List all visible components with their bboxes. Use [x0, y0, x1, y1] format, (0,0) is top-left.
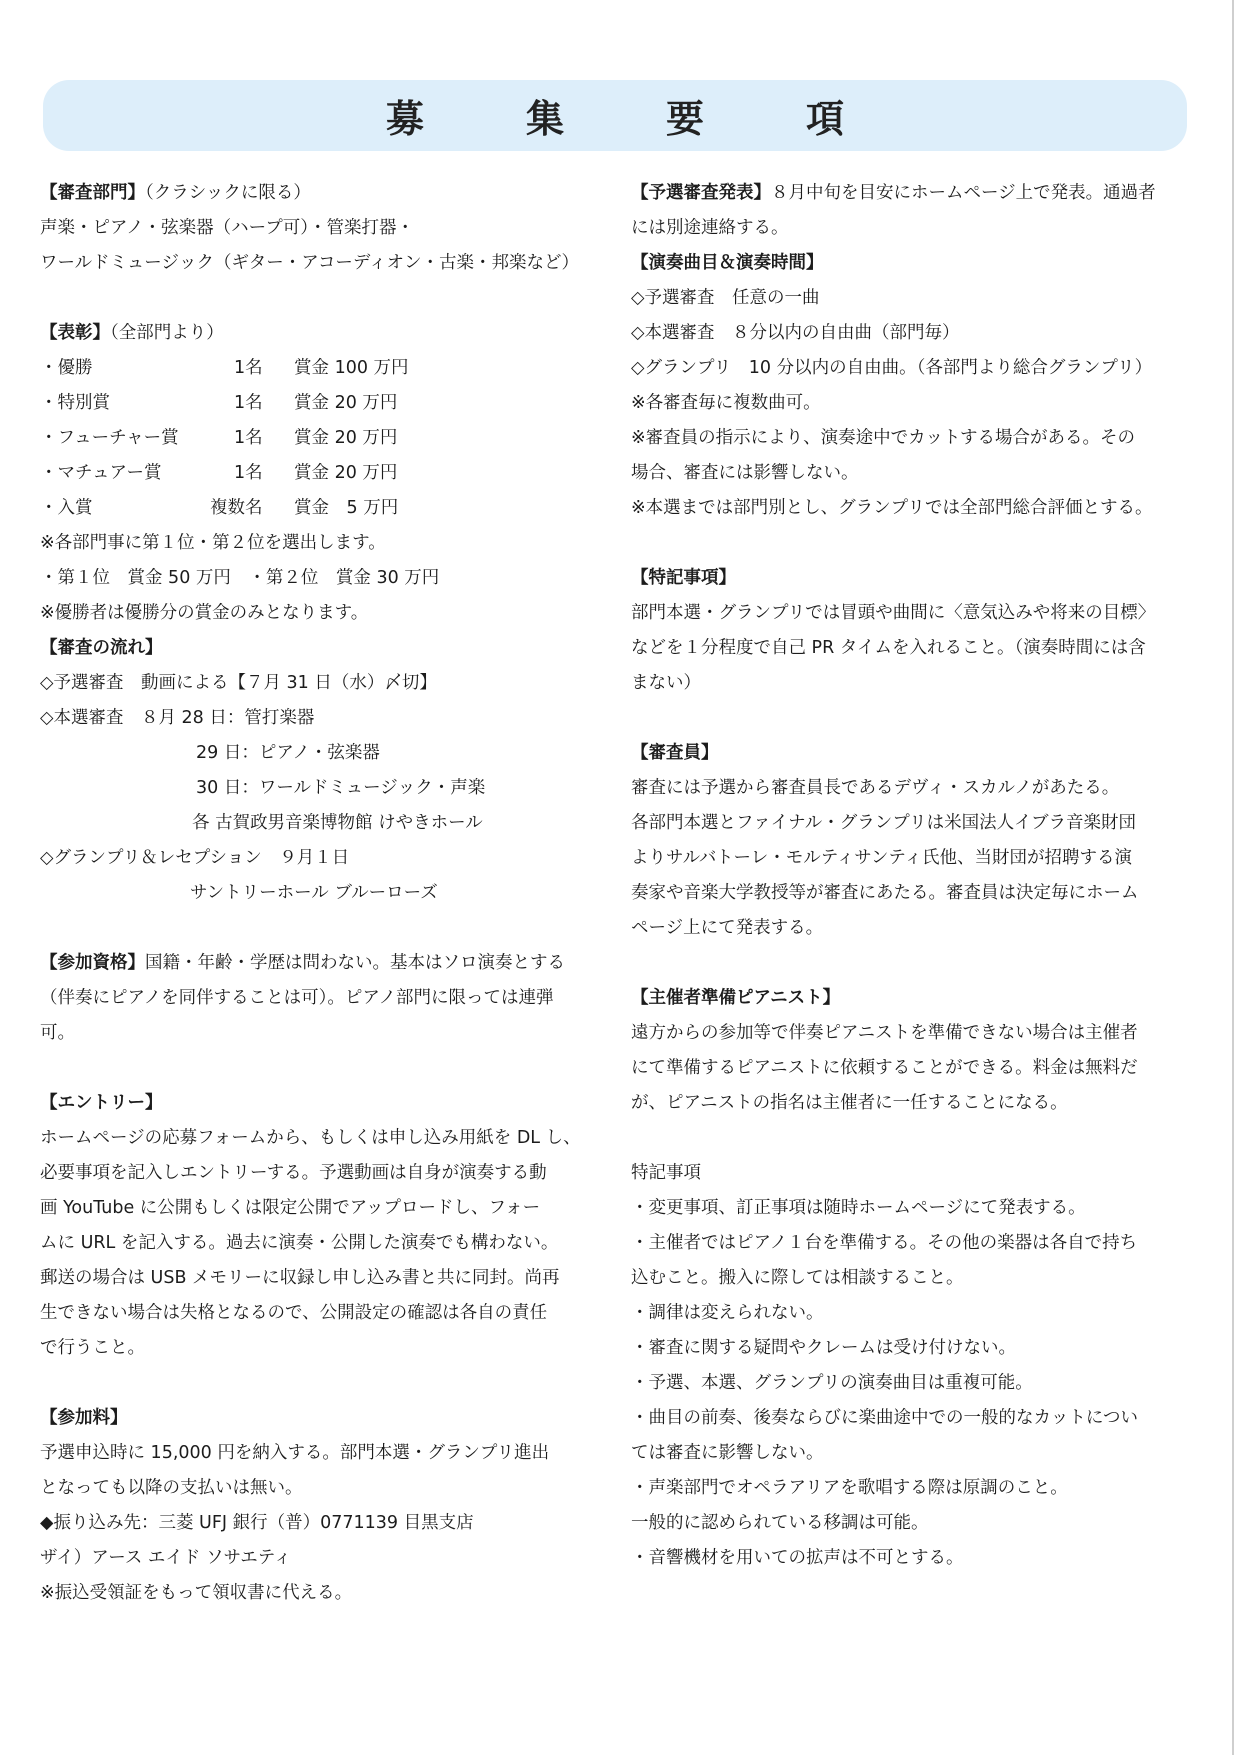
award-heading: 【表彰】（全部門より） [40, 323, 224, 343]
eligibility-heading: 【参加資格】 [40, 953, 145, 973]
notes-line: 込むこと。搬入に際しては相談すること。 [631, 1268, 964, 1288]
prize-row: ・優勝 1名 賞金 100 万円 [40, 358, 409, 378]
title-banner [43, 80, 1187, 151]
prize-row: ・フューチャー賞 1名 賞金 20 万円 [40, 428, 398, 448]
notes-line: ・主催者ではピアノ１台を準備する。その他の楽器は各自で持ち [631, 1233, 1138, 1253]
flow-main-day1: ◇本選審査 ８月 28 日：管打楽器 [40, 708, 315, 728]
page-title: 募 集 要 項 [385, 97, 876, 141]
fee-heading: 【参加料】 [40, 1408, 128, 1428]
entry-line: 郵送の場合は USB メモリーに収録し申し込み書と共に同封。尚再 [40, 1268, 560, 1288]
fee-line: となっても以降の支払いは無い。 [40, 1478, 303, 1498]
right-column [631, 176, 1191, 1576]
announce-line: 【予選審査発表】８月中旬を目安にホームページ上で発表。通過者 [631, 183, 1156, 203]
award-line: ※各部門事に第１位・第２位を選出します。 [40, 533, 386, 553]
flow-main-day3: 30 日：ワールドミュージック・声楽 [196, 778, 486, 798]
pieces-line: ※本選までは部門別とし、グランプリでは全部門総合評価とする。 [631, 498, 1153, 518]
entry-line: ホームページの応募フォームから、もしくは申し込み用紙を DL し、 [40, 1128, 581, 1148]
entry-line: 画 YouTube に公開もしくは限定公開でアップロードし、フォー [40, 1198, 541, 1218]
special-line: などを１分程度で自己 PR タイムを入れること。（演奏時間には含 [631, 638, 1146, 658]
pieces-heading: 【演奏曲目＆演奏時間】 [631, 253, 824, 273]
prize-row: ・特別賞 1名 賞金 20 万円 [40, 393, 398, 413]
entry-line: 必要事項を記入しエントリーする。予選動画は自身が演奏する動 [40, 1163, 547, 1183]
pianist-line: 遠方からの参加等で伴奏ピアニストを準備できない場合は主催者 [631, 1023, 1138, 1043]
page-edge-line [1232, 0, 1234, 1755]
notes-line: ては審査に影響しない。 [631, 1443, 824, 1463]
judges-line: 各部門本選とファイナル・グランプリは米国法人イブラ音楽財団 [631, 813, 1137, 833]
fee-account-name: ザイ）アース エイド ソサエティ [40, 1548, 292, 1568]
pieces-line: ※審査員の指示により、演奏途中でカットする場合がある。その [631, 428, 1135, 448]
special-heading: 【特記事項】 [631, 568, 736, 588]
notes-line: ・音響機材を用いての拡声は不可とする。 [631, 1548, 964, 1568]
division-line: ワールドミュージック（ギター・アコーディオン・古楽・邦楽など） [40, 253, 579, 273]
special-line: まない） [631, 673, 701, 693]
eligibility-line: 【参加資格】国籍・年齢・学歴は問わない。基本はソロ演奏とする [40, 953, 565, 973]
fee-line: ※振込受領証をもって領収書に代える。 [40, 1583, 353, 1603]
prize-row: ・入賞 複数名 賞金 5 万円 [40, 498, 399, 518]
notes-line: ・審査に関する疑問やクレームは受け付けない。 [631, 1338, 1016, 1358]
pieces-line: ◇グランプリ 10 分以内の自由曲。（各部門より総合グランプリ） [631, 358, 1153, 378]
notes-line: 一般的に認められている移調は可能。 [631, 1513, 929, 1533]
pianist-heading: 【主催者準備ピアニスト】 [631, 988, 841, 1008]
entry-line: で行うこと。 [40, 1338, 145, 1358]
judges-line: よりサルバトーレ・モルティサンティ氏他、当財団が招聘する演 [631, 848, 1133, 868]
flow-grandprix: ◇グランプリ＆レセプション ９月１日 [40, 848, 350, 868]
award-line: ※優勝者は優勝分の賞金のみとなります。 [40, 603, 369, 623]
notes-line: ・声楽部門でオペラアリアを歌唱する際は原調のこと。 [631, 1478, 1068, 1498]
pieces-line: 場合、審査には影響しない。 [631, 463, 859, 483]
prize-row: ・マチュアー賞 1名 賞金 20 万円 [40, 463, 398, 483]
pieces-line: ※各審査毎に複数曲可。 [631, 393, 821, 413]
eligibility-line: （伴奏にピアノを同伴することは可）。ピアノ部門に限っては連弾 [40, 988, 554, 1008]
judges-line: 奏家や音楽大学教授等が審査にあたる。審査員は決定毎にホーム [631, 883, 1139, 903]
special-line: 部門本選・グランプリでは冒頭や曲間に〈意気込みや将来の目標〉 [631, 603, 1156, 623]
flow-main-day2: 29 日：ピアノ・弦楽器 [196, 743, 380, 763]
announce-heading: 【予選審査発表】 [631, 183, 771, 203]
eligibility-line: 可。 [40, 1023, 75, 1043]
flow-grandprix-venue: サントリーホール ブルーローズ [190, 883, 438, 903]
pianist-line: が、ピアニストの指名は主催者に一任することになる。 [631, 1093, 1068, 1113]
judges-line: 審査には予選から審査員長であるデヴィ・スカルノがあたる。 [631, 778, 1120, 798]
announce-line: には別途連絡する。 [631, 218, 789, 238]
notes-heading: 特記事項 [631, 1163, 701, 1183]
fee-bank: ◆振り込み先：三菱 UFJ 銀行（普）0771139 目黒支店 [40, 1513, 474, 1533]
pieces-line: ◇予選審査 任意の一曲 [631, 288, 820, 308]
pieces-line: ◇本選審査 ８分以内の自由曲（部門毎） [631, 323, 960, 343]
flow-venue: 各 古賀政男音楽博物館 けやきホール [192, 813, 483, 833]
notes-line: ・変更事項、訂正事項は随時ホームページにて発表する。 [631, 1198, 1086, 1218]
entry-line: ムに URL を記入する。過去に演奏・公開した演奏でも構わない。 [40, 1233, 559, 1253]
flow-heading: 【審査の流れ】 [40, 638, 163, 658]
flow-prelim: ◇予選審査 動画による【７月 31 日（水）〆切】 [40, 673, 437, 693]
pianist-line: にて準備するピアニストに依頼することができる。料金は無料だ [631, 1058, 1138, 1078]
fee-line: 予選申込時に 15,000 円を納入する。部門本選・グランプリ進出 [40, 1443, 550, 1463]
notes-line: ・曲目の前奏、後奏ならびに楽曲途中での一般的なカットについ [631, 1408, 1138, 1428]
division-heading: 【審査部門】（クラシックに限る） [40, 183, 311, 203]
entry-heading: 【エントリー】 [40, 1093, 163, 1113]
left-column [40, 176, 610, 1611]
entry-line: 生できない場合は失格となるので、公開設定の確認は各自の責任 [40, 1303, 548, 1323]
judges-heading: 【審査員】 [631, 743, 719, 763]
notes-line: ・予選、本選、グランプリの演奏曲目は重複可能。 [631, 1373, 1033, 1393]
judges-line: ページ上にて発表する。 [631, 918, 824, 938]
award-line: ・第１位 賞金 50 万円 ・第２位 賞金 30 万円 [40, 568, 440, 588]
notes-line: ・調律は変えられない。 [631, 1303, 824, 1323]
division-line: 声楽・ピアノ・弦楽器（ハープ可）・管楽打器・ [40, 218, 414, 238]
